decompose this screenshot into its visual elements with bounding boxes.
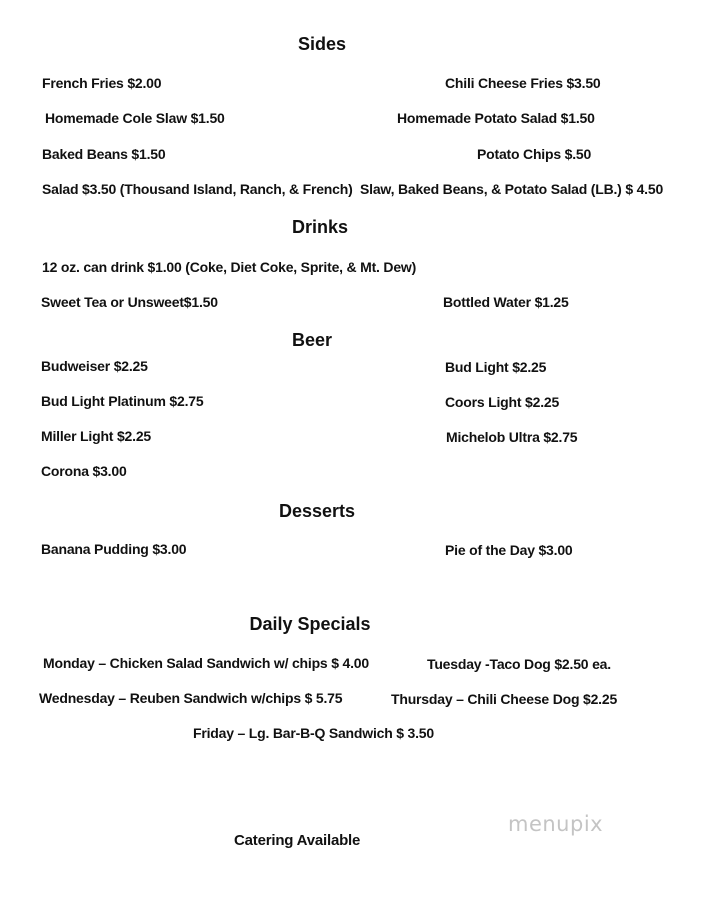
- sides-heading: Sides: [297, 34, 347, 54]
- item-potato-salad: Homemade Potato Salad $1.50: [397, 110, 595, 126]
- item-pie-of-the-day: Pie of the Day $3.00: [445, 542, 573, 558]
- item-can-drink: 12 oz. can drink $1.00 (Coke, Diet Coke, Sprite, & Mt. Dew): [42, 259, 417, 275]
- special-friday: Friday – Lg. Bar-B-Q Sandwich $ 3.50: [193, 725, 434, 741]
- item-banana-pudding: Banana Pudding $3.00: [41, 541, 187, 557]
- beer-heading: Beer: [291, 330, 333, 350]
- item-bud-light-platinum: Bud Light Platinum $2.75: [41, 393, 204, 409]
- item-chili-cheese-fries: Chili Cheese Fries $3.50: [445, 75, 601, 91]
- item-bud-light: Bud Light $2.25: [445, 359, 547, 375]
- item-potato-chips: Potato Chips $.50: [477, 146, 592, 162]
- special-wednesday: Wednesday – Reuben Sandwich w/chips $ 5.75: [39, 690, 343, 706]
- daily-specials-heading: Daily Specials: [249, 614, 371, 634]
- desserts-heading: Desserts: [278, 501, 356, 521]
- catering-available: Catering Available: [234, 832, 361, 849]
- drinks-heading: Drinks: [291, 217, 349, 237]
- item-corona: Corona $3.00: [41, 463, 127, 479]
- item-french-fries: French Fries $2.00: [42, 75, 162, 91]
- item-salad: Salad $3.50 (Thousand Island, Ranch, & French): [42, 181, 353, 197]
- item-michelob-ultra: Michelob Ultra $2.75: [446, 429, 578, 445]
- item-slaw-combo: Slaw, Baked Beans, & Potato Salad (LB.) $ 4.50: [360, 181, 664, 197]
- special-monday: Monday – Chicken Salad Sandwich w/ chips $ 4.00: [43, 655, 369, 671]
- item-miller-light: Miller Light $2.25: [41, 428, 151, 444]
- item-bottled-water: Bottled Water $1.25: [443, 294, 569, 310]
- menupix-watermark: menupix: [508, 812, 604, 836]
- item-sweet-tea: Sweet Tea or Unsweet$1.50: [41, 294, 218, 310]
- item-baked-beans: Baked Beans $1.50: [42, 146, 166, 162]
- item-cole-slaw: Homemade Cole Slaw $1.50: [45, 110, 225, 126]
- item-budweiser: Budweiser $2.25: [41, 358, 148, 374]
- special-thursday: Thursday – Chili Cheese Dog $2.25: [391, 691, 618, 707]
- special-tuesday: Tuesday -Taco Dog $2.50 ea.: [427, 656, 611, 672]
- item-coors-light: Coors Light $2.25: [445, 394, 560, 410]
